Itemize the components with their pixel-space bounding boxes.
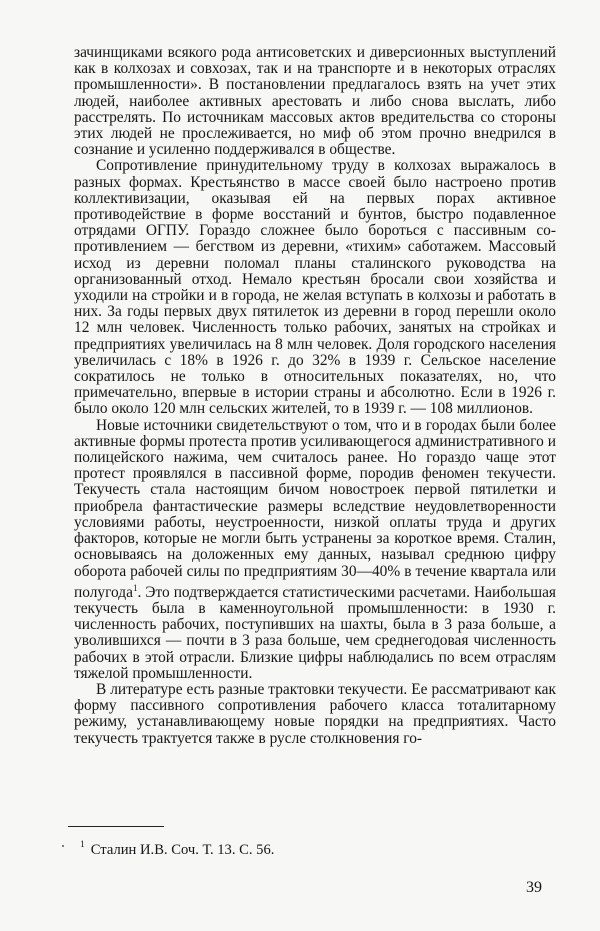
footnote-marker: 1 — [80, 840, 85, 850]
paragraph-2: Сопротивление принудительному труду в колхозах выражалось в разных формах. Крестьянство в массе своей было настроено против коллективизации, оказывая ей на первых порах активное противодействие в форме восстаний и бунтов, быстро подавленное отрядами ОГПУ. Гораздо сложнее было бороться с пассивным сопротивлением — бегством из деревни, «тихим» саботажем. Массовый исход из деревни поломал планы сталинского руководства на организованный отход. Немало крестьян бросали свои хозяйства и уходили на стройки и в города, не желая вступать в колхозы и работать в них. За годы первых двух пятилеток из деревни в город перешли около 12 млн человек. Численность только рабочих, занятых на стройках и предприятиях увеличилась на 8 млн человек. Доля городского населения увеличилась с 18% в 1926 г. до 32% в 1939 г. Сельское население сократилось не только в относительных показателях, но, что примечательно, впервые в истории страны и абсолютно. Если в 1926 г. было около 120 млн сельских жителей, то в 1939 г. — 108 миллионов. — [74, 157, 556, 418]
footnote — [80, 838, 274, 858]
scan-speck — [62, 845, 64, 847]
footnote-reference[interactable]: 1 — [132, 582, 138, 593]
footnote-divider — [68, 826, 164, 827]
paragraph-3 — [74, 418, 556, 682]
paragraph-3-text: Новые источники свидетельствуют о том, что и в городах были более активные формы протеста против усиливающегося административного и полицейского нажима, чем считалось ранее. Но гораздо чаще этот протест проявлялся в пассивной форме, породив феномен текучести. Текучесть стала настоящим бичом новостроек первой пятилетки и приобрела фантастические размеры вследствие неудовлетворенности условиями работы, неустроенности, низкой оплаты труда и других факторов, которые не могли быть устранены за короткое время. Сталин, основываясь на доложенных ему данных, называл среднюю цифру оборота рабочей силы по предприятиям 30—40% в течение квартала или полугода — [74, 416, 556, 601]
page-number: 39 — [526, 879, 542, 896]
paragraph-4: В литературе есть разные трактовки текучести. Ее рассматривают как форму пассивного сопротивления рабочего класса тоталитарному режиму, устанавливающему новые порядки на предприятиях. Часто текучесть трактуется также в русле столкновения го- — [74, 681, 556, 747]
paragraph-1: зачинщиками всякого рода антисоветских и диверсионных выступлений как в колхозах и совхозах, так и на транспорте и в некоторых отраслях промышленности». В постановлении предлагалось взять на учет этих людей, наиболее активных арестовать и либо снова выслать, либо расстрелять. По источникам массовых актов вредительства со стороны этих людей не прослеживается, но миф об этом прочно внедрился в сознание и усиленно поддерживался в обществе. — [74, 44, 556, 159]
body-text — [74, 45, 556, 747]
footnote-text: Сталин И.В. Соч. Т. 13. С. 56. — [90, 841, 275, 858]
paragraph-3-continuation: . Это подтверждается статистическими расчетами. Наибольшая текучесть была в каменноугольной промышленности: в 1930 г. численность рабочих, поступивших на шахты, была в 3 раза больше, а уволившихся — почти в 3 раза больше, чем среднегодовая численность рабочих в этой отрасли. Близкие цифры наблюдались по всем отраслям тяжелой промышленности. — [74, 583, 556, 682]
